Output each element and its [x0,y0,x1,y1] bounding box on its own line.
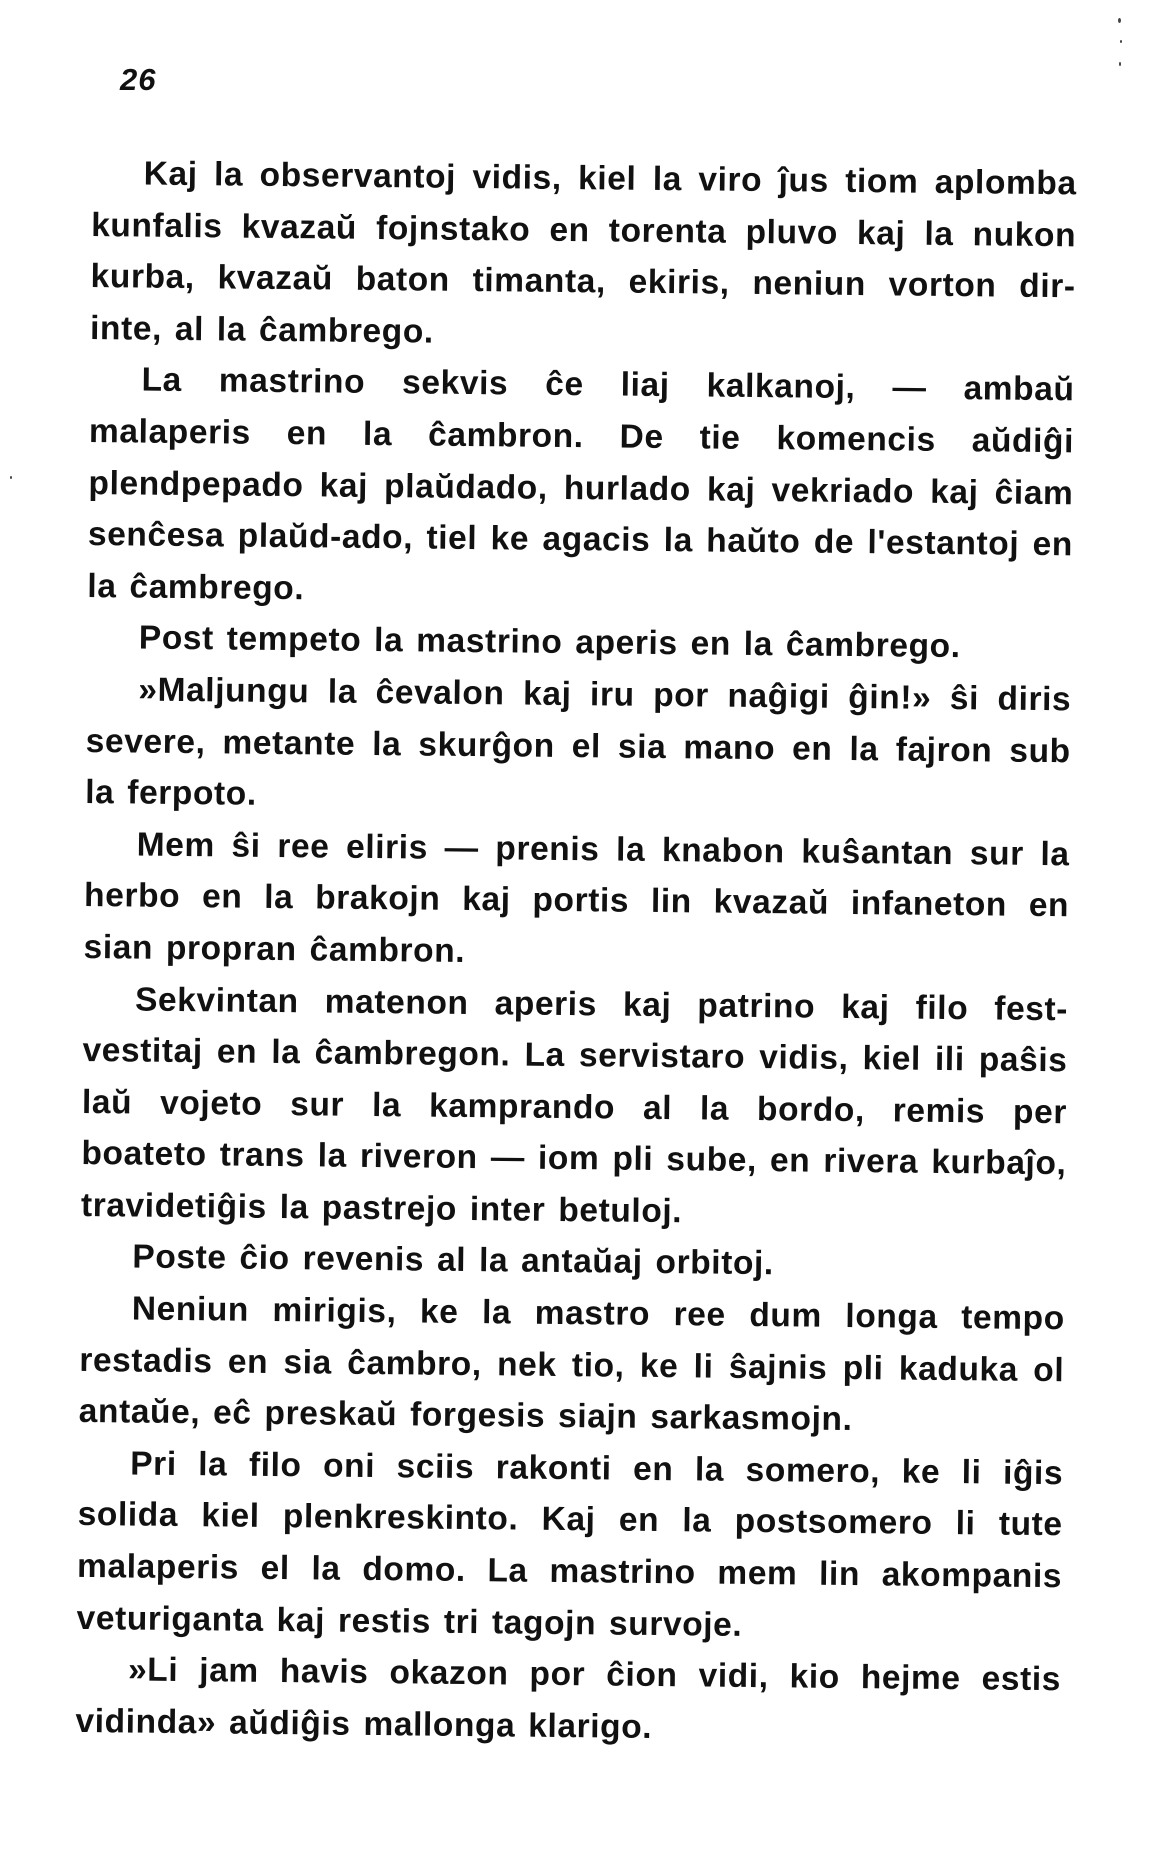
paragraph-1: Kaj la observantoj vidis, kiel la viro ĵus tiom aplomba kunfalis kvazaŭ fojnstako en torenta pluvo kaj la nukon kurba, kvazaŭ baton timanta, ekiris, neniun vorton dir-inte, al la ĉambrego. [89,155,1077,351]
paragraph-8: Neniun mirigis, ke la mastro ree dum longa tempo restadis en sia ĉambro, nek tio, ke li ŝajnis pli kaduka ol antaŭe, eĉ preskaŭ forgesis siajn sarkasmojn. [78,1290,1065,1439]
scan-speck [1119,62,1121,66]
paragraph-6: Sekvintan matenon aperis kaj patrino kaj filo fest-vestitaj en la ĉambregon. La servistaro vidis, kiel ili paŝis laŭ vojeto sur la kamprando al la bordo, remis per boateto trans la riveron — iom pli sube, en rivera kurbaĵo, travidetiĝis la pastrejo inter betuloj. [80,980,1069,1231]
body-text [75,148,1077,1758]
scan-speck [1120,40,1122,43]
paragraph-4: »Maljungu la ĉevalon kaj iru por naĝigi ĝin!» ŝi diris severe, metante la skurĝon el sia mano en la fajron sub la ferpoto. [85,671,1072,813]
scan-speck [10,476,12,479]
paragraph-5: Mem ŝi ree eliris — prenis la knabon kuŝantan sur la herbo en la brakojn kaj portis lin kvazaŭ infaneton en sian propran ĉambron. [83,826,1070,970]
paragraph-2: La mastrino sekvis ĉe liaj kalkanoj, — ambaŭ malaperis en la ĉambron. De tie komencis aŭdiĝi plendpepado kaj plaŭdado, hurlado kaj vekriado kaj ĉiam senĉesa plaŭd-ado, tiel ke agacis la haŭto de l'estantoj en la ĉambrego. [87,361,1075,607]
paragraph-7: Poste ĉio revenis al la antaŭaj orbitoj. [132,1238,775,1283]
page-number: 26 [120,62,157,97]
paragraph-3: Post tempeto la mastrino aperis en la ĉambrego. [138,619,961,666]
paragraph-9: Pri la filo oni sciis rakonti en la somero, ke li iĝis solida kiel plenkreskinto. Kaj en la postsomero li tute malaperis el la domo. La mastrino mem lin akompanis veturiganta kaj restis tri tagojn survoje. [76,1445,1064,1644]
paragraph-10: »Li jam havis okazon por ĉion vidi, kio hejme estis vidinda» aŭdiĝis mallonga klarigo. [75,1651,1062,1746]
scan-speck [1118,18,1121,23]
